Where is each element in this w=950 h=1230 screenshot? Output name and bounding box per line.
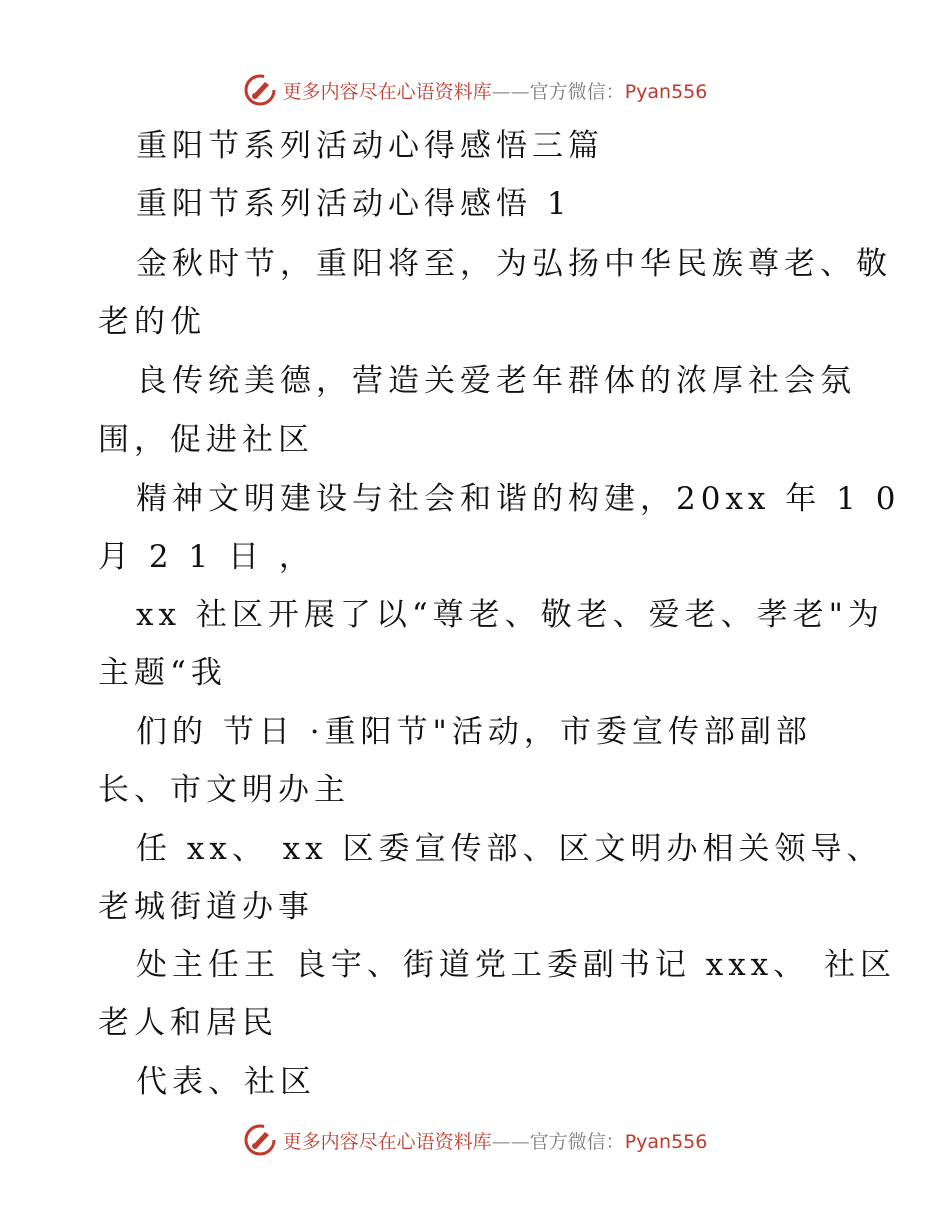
doc-line: 老城街道办事 bbox=[98, 889, 314, 925]
footer-banner bbox=[0, 1120, 950, 1160]
banner-wechat-id: Pyan556 bbox=[624, 1130, 708, 1153]
doc-line: 金秋时节，重阳将至，为弘扬中华民族尊老、敬 bbox=[136, 246, 892, 282]
doc-line: 主题“我 bbox=[98, 655, 227, 691]
banner-separator: —— bbox=[491, 80, 530, 103]
doc-line: xx 社区开展了以“尊老、敬老、爱老、孝老"为 bbox=[136, 597, 884, 633]
doc-line: 月 2 1 日 ， bbox=[98, 539, 315, 575]
doc-line: 们的 节日 ·重阳节"活动，市委宣传部副部 bbox=[136, 714, 812, 750]
doc-title: 重阳节系列活动心得感悟三篇 bbox=[136, 128, 604, 164]
banner-title: 更多内容尽在心语资料库 bbox=[282, 80, 492, 103]
doc-line: 良传统美德，营造关爱老年群体的浓厚社会氛 bbox=[136, 363, 856, 399]
doc-line: 代表、社区 bbox=[136, 1064, 316, 1100]
banner-wechat-label: 官方微信： bbox=[529, 1130, 625, 1153]
banner-wechat-label: 官方微信： bbox=[529, 80, 625, 103]
doc-line: 老人和居民 bbox=[98, 1005, 278, 1041]
banner-separator: —— bbox=[491, 1130, 530, 1153]
doc-line: 任 xx、 xx 区委宣传部、区文明办相关领导、 bbox=[136, 831, 883, 867]
doc-line: 精神文明建设与社会和谐的构建，20xx 年 1 0 bbox=[136, 481, 901, 517]
banner-wechat-id: Pyan556 bbox=[624, 80, 708, 103]
doc-line: 长、市文明办主 bbox=[98, 772, 350, 808]
banner-title: 更多内容尽在心语资料库 bbox=[282, 1130, 492, 1153]
doc-subtitle: 重阳节系列活动心得感悟 1 bbox=[136, 186, 572, 222]
banner-text bbox=[283, 1127, 708, 1154]
brush-seal-icon bbox=[243, 1123, 277, 1157]
doc-line: 处主任王 良宇、街道党工委副书记 xxx、 社区 bbox=[136, 947, 897, 983]
doc-line: 围，促进社区 bbox=[98, 422, 314, 458]
doc-line: 老的优 bbox=[98, 304, 206, 340]
